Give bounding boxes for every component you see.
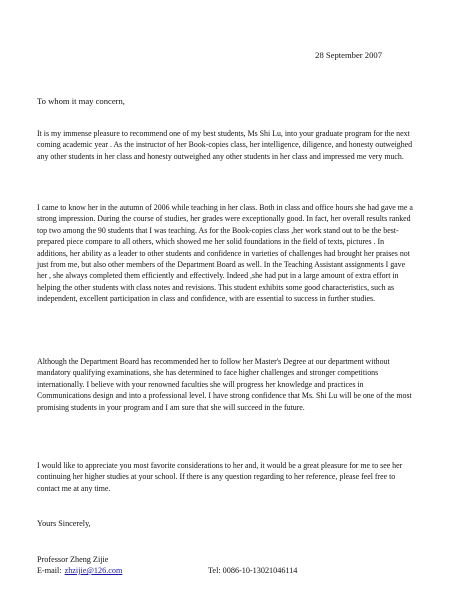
telephone: Tel: 0086-10-13021046114 xyxy=(208,566,298,575)
email-link[interactable]: zhzijie@126.com xyxy=(64,566,123,575)
salutation: To whom it may concern, xyxy=(37,96,125,106)
paragraph-3: Although the Department Board has recommended her to follow her Master's Degree at our department without mandatory qualifying examinations, she has determined to face higher challenges and stronger competitions internationally. I believe with your renowned faculties she will progress her knowledge and practices in Communications design and into a professional level. I have strong confidence that Ms. Shi Lu will be one of the most promising students in your program and I am sure that she will succeed in the future. xyxy=(37,357,412,412)
email-label: E-mail: xyxy=(37,566,62,575)
closing: Yours Sincerely, xyxy=(37,519,91,528)
paragraph-4: I would like to appreciate you most favorite considerations to her and, it would be a great pleasure for me to see her continuing her higher studies at your school. If there is any question regarding to her reference, please feel free to contact me at any time. xyxy=(37,461,403,493)
letter-date: 28 September 2007 xyxy=(315,50,382,60)
paragraph-2: I came to know her in the autumn of 2006 while teaching in her class. Both in class and office hours she had gave me a strong impression. During the course of studies, her grades were exceptionally good. In fact, her overall results ranked top two among the 90 students that I was teaching. As for the Book-copies class ,her work stand out to be the best-prepared piece compare to all others, which showed me her solid foundations in the field of texts, pictures . In additions, her ability as a leader to other students and confidence in varieties of challenges had brought her praises not just from me, but also other members of the Department Board as well. In the Teaching Assistant assignments I gave her , she always completed them efficiently and effectively. Indeed ,she had put in a large amount of extra effort in helping the other students with class notes and revisions. This student exhibits some good characteristics, such as independent, excellent participation in class and confidence, with are essential to success in further studies. xyxy=(37,203,413,304)
contact-row xyxy=(37,566,298,576)
paragraph-1: It is my immense pleasure to recommend one of my best students, Ms Shi Lu, into your graduate program for the next coming academic year . As the instructor of her Book-copies class, her intelligence, diligence, and honesty outweighed any other students in her class and honesty outweighed any other students in her class and impressed me very much. xyxy=(37,129,413,161)
signer-name: Professor Zheng Zijie xyxy=(37,555,109,564)
